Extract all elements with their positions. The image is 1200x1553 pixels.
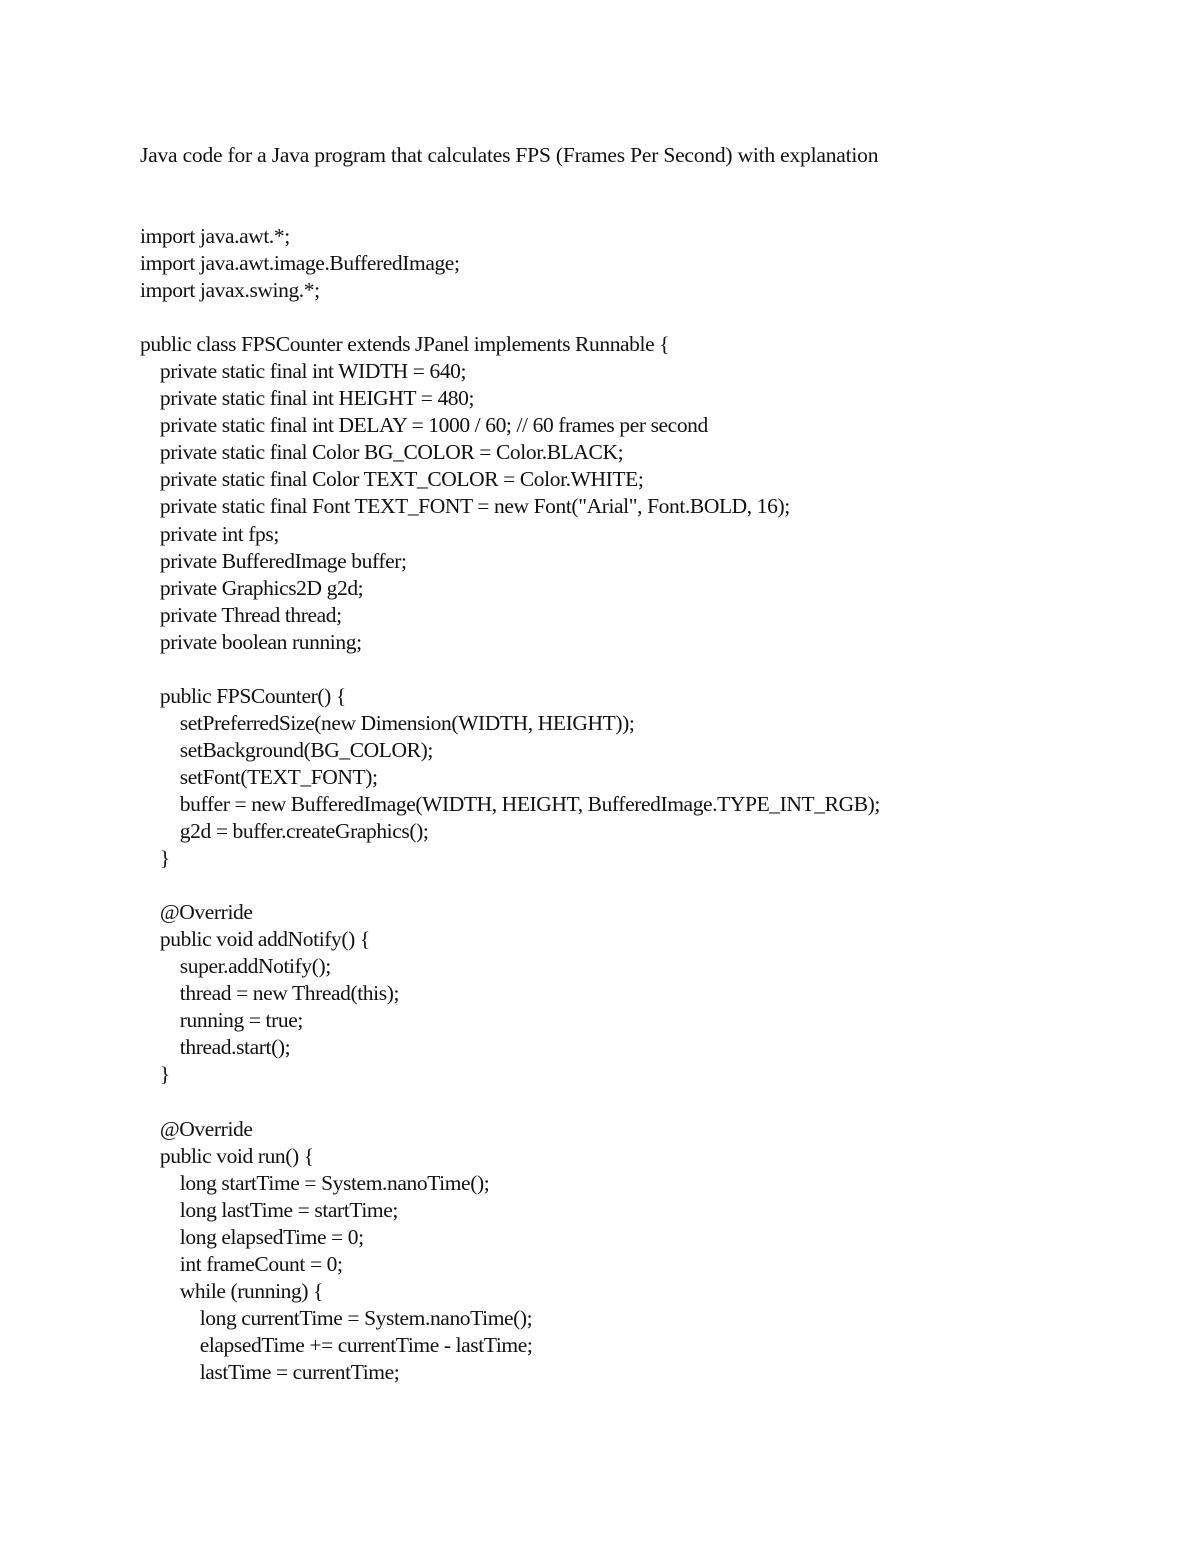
code-line bbox=[140, 656, 880, 683]
code-line: long lastTime = startTime; bbox=[140, 1197, 398, 1222]
code-line: private Graphics2D g2d; bbox=[140, 575, 364, 600]
code-line: private static final Font TEXT_FONT = new Font("Arial", Font.BOLD, 16); bbox=[140, 494, 790, 519]
code-line: long elapsedTime = 0; bbox=[140, 1224, 364, 1249]
code-line: thread = new Thread(this); bbox=[140, 981, 400, 1006]
code-line: public void addNotify() { bbox=[140, 927, 370, 952]
code-line: } bbox=[140, 846, 170, 871]
code-block bbox=[140, 223, 880, 1386]
code-line: @Override bbox=[140, 900, 253, 925]
code-line: buffer = new BufferedImage(WIDTH, HEIGHT, BufferedImage.TYPE_INT_RGB); bbox=[140, 791, 880, 816]
code-line: elapsedTime += currentTime - lastTime; bbox=[140, 1332, 533, 1357]
code-line: long currentTime = System.nanoTime(); bbox=[140, 1305, 533, 1330]
code-line bbox=[140, 872, 880, 899]
code-line: g2d = buffer.createGraphics(); bbox=[140, 819, 429, 844]
code-line: private int fps; bbox=[140, 521, 279, 546]
code-line: } bbox=[140, 1062, 170, 1087]
code-line: private static final int DELAY = 1000 / 60; // 60 frames per second bbox=[140, 413, 708, 438]
code-line: @Override bbox=[140, 1116, 253, 1141]
document-title: Java code for a Java program that calculates FPS (Frames Per Second) with explanation bbox=[140, 143, 879, 167]
code-line: private static final int WIDTH = 640; bbox=[140, 359, 467, 384]
code-line: import java.awt.image.BufferedImage; bbox=[140, 251, 460, 276]
code-line: int frameCount = 0; bbox=[140, 1251, 343, 1276]
code-line: private boolean running; bbox=[140, 629, 362, 654]
code-line: import java.awt.*; bbox=[140, 224, 290, 248]
code-line bbox=[140, 1089, 880, 1116]
code-line: running = true; bbox=[140, 1008, 303, 1033]
code-line: while (running) { bbox=[140, 1278, 324, 1303]
code-line: setBackground(BG_COLOR); bbox=[140, 737, 433, 762]
code-line: public class FPSCounter extends JPanel implements Runnable { bbox=[140, 332, 670, 357]
code-line: private static final Color BG_COLOR = Color.BLACK; bbox=[140, 440, 624, 465]
code-line: super.addNotify(); bbox=[140, 954, 331, 979]
code-line: long startTime = System.nanoTime(); bbox=[140, 1170, 490, 1195]
code-line: setPreferredSize(new Dimension(WIDTH, HEIGHT)); bbox=[140, 710, 635, 735]
code-line: private BufferedImage buffer; bbox=[140, 548, 407, 573]
code-line: lastTime = currentTime; bbox=[140, 1359, 400, 1384]
code-line: private static final Color TEXT_COLOR = Color.WHITE; bbox=[140, 467, 644, 492]
code-line bbox=[140, 304, 880, 331]
code-line: import javax.swing.*; bbox=[140, 278, 320, 303]
code-line: setFont(TEXT_FONT); bbox=[140, 764, 378, 789]
code-line: public void run() { bbox=[140, 1143, 314, 1168]
code-line: private Thread thread; bbox=[140, 602, 342, 627]
code-line: public FPSCounter() { bbox=[140, 683, 346, 708]
code-line: private static final int HEIGHT = 480; bbox=[140, 386, 475, 411]
code-line: thread.start(); bbox=[140, 1035, 291, 1060]
